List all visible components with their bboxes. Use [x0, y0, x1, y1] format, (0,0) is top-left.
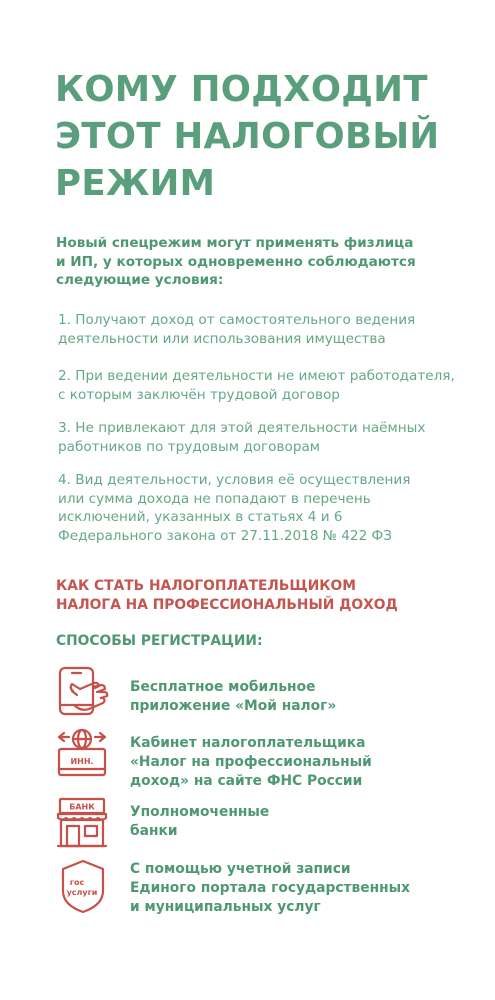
- method-line: Бесплатное мобильное: [130, 679, 316, 695]
- method-line: и муниципальных услуг: [130, 899, 321, 915]
- method-line: Уполномоченные: [130, 804, 270, 820]
- condition-line: Федерального закона от 27.11.2018 № 422 ФЗ: [58, 527, 392, 544]
- gosuslugi-icon: [55, 858, 113, 912]
- web-cabinet-icon: [55, 727, 113, 781]
- icon-label: гос: [69, 878, 85, 887]
- condition-line: исключений, указанных в статьях 4 и 6: [58, 509, 343, 525]
- icon-label: ИНН.: [70, 757, 94, 766]
- condition-line: или сумма дохода не попадают в перечень: [58, 490, 371, 507]
- method-line: Единого портала государственных: [130, 880, 411, 896]
- page-title: [55, 66, 475, 207]
- method-line: «Налог на профессиональный: [130, 754, 372, 770]
- method-line: С помощью учетной записи: [130, 861, 351, 877]
- method-line: банки: [130, 823, 178, 839]
- condition-line: 1. Получают доход от самостоятельного ведения: [58, 312, 416, 328]
- bank-icon: [55, 797, 113, 851]
- method-line: Кабинет налогоплательщика: [130, 735, 366, 751]
- condition-3: [58, 419, 458, 456]
- method-mobile-app: [130, 678, 470, 716]
- method-gosuslugi: [130, 860, 470, 917]
- condition-2: [58, 367, 458, 404]
- title-line: КОМУ ПОДХОДИТ: [55, 69, 428, 110]
- method-line: доход» на сайте ФНС России: [130, 773, 363, 789]
- condition-1: [58, 311, 458, 348]
- method-line: приложение «Мой налог»: [130, 698, 337, 714]
- condition-line: 2. При ведении деятельности не имеют работодателя,: [58, 368, 455, 384]
- title-line: РЕЖИМ: [55, 163, 216, 204]
- condition-line: с которым заключён трудовой договор: [58, 386, 340, 403]
- title-line: ЭТОТ НАЛОГОВЫЙ: [55, 116, 440, 157]
- condition-4: [58, 471, 458, 545]
- methods-heading: СПОСОБЫ РЕГИСТРАЦИИ:: [56, 633, 263, 649]
- intro-line: и ИП, у которых одновременно соблюдаются: [56, 253, 416, 270]
- condition-line: деятельности или использования имущества: [58, 330, 386, 347]
- icon-label: услуги: [66, 888, 98, 897]
- method-web-cabinet: [130, 734, 470, 791]
- condition-line: 4. Вид деятельности, условия её осуществления: [58, 472, 411, 488]
- how-to-heading: [56, 577, 476, 615]
- intro-line: следующие условия:: [56, 272, 224, 288]
- method-bank: [130, 803, 470, 841]
- how-to-line: НАЛОГА НА ПРОФЕССИОНАЛЬНЫЙ ДОХОД: [56, 597, 398, 613]
- how-to-line: КАК СТАТЬ НАЛОГОПЛАТЕЛЬЩИКОМ: [56, 578, 356, 594]
- condition-line: 3. Не привлекают для этой деятельности наёмных: [58, 420, 426, 436]
- phone-tap-icon: [55, 665, 113, 719]
- condition-line: работников по трудовым договорам: [58, 438, 321, 455]
- intro-text: [56, 234, 456, 290]
- icon-label: БАНК: [69, 802, 95, 812]
- intro-line: Новый спецрежим могут применять физлица: [56, 235, 414, 251]
